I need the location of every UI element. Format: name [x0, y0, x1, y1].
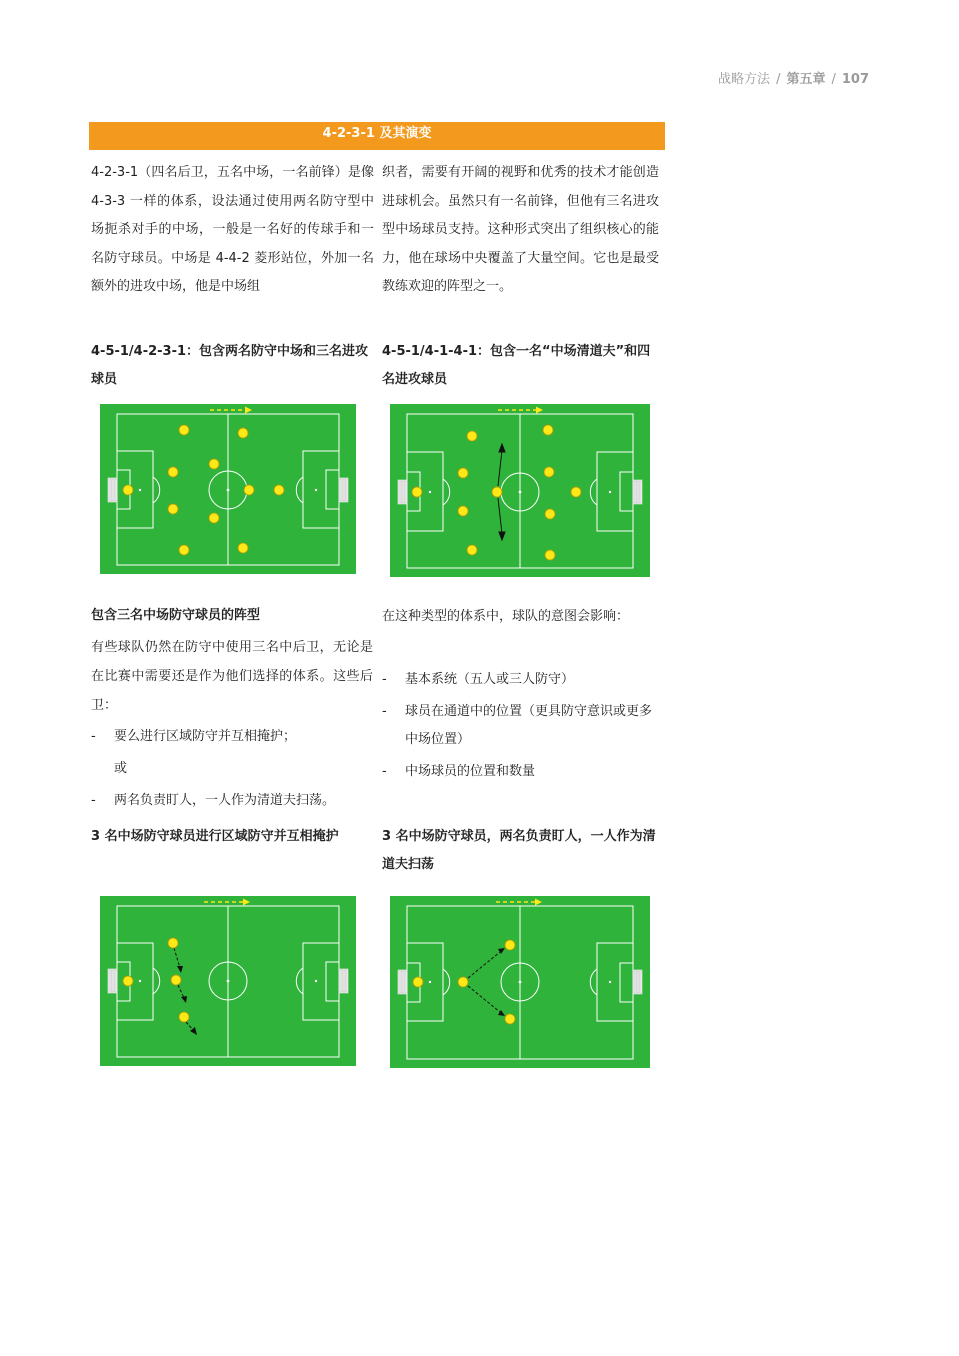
player-marker — [238, 428, 248, 438]
figure-title-3: 3 名中场防守球员进行区域防守并互相掩护 — [91, 829, 339, 844]
pitch-svg — [100, 896, 356, 1066]
header-chapter: 第五章 — [786, 72, 826, 87]
list-item: - 中场球员的位置和数量 — [382, 764, 536, 779]
header-separator: / — [776, 72, 781, 87]
figure-title-4: 3 名中场防守球员，两名负责盯人，一人作为清道夫扫荡 — [382, 829, 656, 872]
player-marker — [209, 459, 219, 469]
player-marker — [238, 543, 248, 553]
player-marker — [168, 938, 178, 948]
formation-diagram-4-2-3-1 — [100, 404, 356, 574]
player-marker — [492, 487, 502, 497]
player-marker — [179, 425, 189, 435]
list-item: - 球员在通道中的位置（更具防守意识或更多中场位置） — [382, 704, 653, 747]
figure-title-2: 4-5-1/4-1-4-1：包含一名“中场清道夫”和四名进攻球员 — [382, 344, 651, 387]
page-number: 107 — [841, 72, 869, 87]
player-marker — [543, 425, 553, 435]
player-marker — [505, 940, 515, 950]
defender-options-list — [91, 721, 375, 817]
player-marker — [123, 976, 133, 986]
player-marker — [209, 513, 219, 523]
section-heading: 包含三名中场防守球员的阵型 — [91, 608, 261, 623]
list-item: - 基本系统（五人或三人防守） — [382, 672, 575, 687]
player-marker — [171, 975, 181, 985]
player-marker — [179, 1012, 189, 1022]
zonal-cover-diagram — [100, 896, 356, 1066]
player-marker — [505, 1014, 515, 1024]
intent-factors-list — [382, 664, 662, 788]
player-marker — [545, 550, 555, 560]
pitch-svg — [100, 404, 356, 574]
player-marker — [545, 509, 555, 519]
sweeper-marking-diagram — [390, 896, 650, 1068]
player-marker — [571, 487, 581, 497]
player-marker — [244, 485, 254, 495]
system-intent-paragraph: 在这种类型的体系中，球队的意图会影响： — [382, 609, 630, 624]
section-banner: 4-2-3-1 及其演变 — [89, 122, 665, 150]
list-item: - 两名负责盯人，一人作为清道夫扫荡。 — [91, 793, 336, 808]
player-marker — [179, 545, 189, 555]
player-marker — [123, 485, 133, 495]
or-text: 或 — [114, 761, 128, 776]
intro-left-column: 4-2-3-1（四名后卫，五名中场，一名前锋）是像 4-3-3 一样的体系，设法通过使用两名防守型中场扼杀对手的中场，一般是一名好的传球手和一名防守球员。中场是 4-4-2 菱形站位，外加一名额外的进攻中场，他是中场组 — [91, 165, 374, 294]
player-marker — [413, 977, 423, 987]
running-header — [718, 68, 869, 87]
player-marker — [467, 545, 477, 555]
player-marker — [168, 467, 178, 477]
player-marker — [458, 506, 468, 516]
three-backs-paragraph: 有些球队仍然在防守中使用三名中后卫，无论是在比赛中需要还是作为他们选择的体系。这些后卫： — [91, 640, 373, 713]
figure-title-1: 4-5-1/4-2-3-1：包含两名防守中场和三名进攻球员 — [91, 344, 369, 387]
player-marker — [458, 977, 468, 987]
intro-right-column: 织者，需要有开阔的视野和优秀的技术才能创造进球机会。虽然只有一名前锋，但他有三名进攻型中场球员支持。这种形式突出了组织核心的能力，他在球场中央覆盖了大量空间。它也是最受教练欢迎的阵型之一。 — [382, 165, 659, 294]
player-marker — [168, 504, 178, 514]
player-marker — [467, 431, 477, 441]
player-marker — [412, 487, 422, 497]
header-section: 战略方法 — [718, 72, 771, 87]
player-marker — [544, 467, 554, 477]
pitch-svg — [390, 404, 650, 577]
player-marker — [274, 485, 284, 495]
player-marker — [458, 468, 468, 478]
formation-diagram-4-1-4-1 — [390, 404, 650, 577]
header-separator: / — [831, 72, 836, 87]
list-item: - 要么进行区域防守并互相掩护； — [91, 729, 297, 744]
pitch-svg — [390, 896, 650, 1068]
